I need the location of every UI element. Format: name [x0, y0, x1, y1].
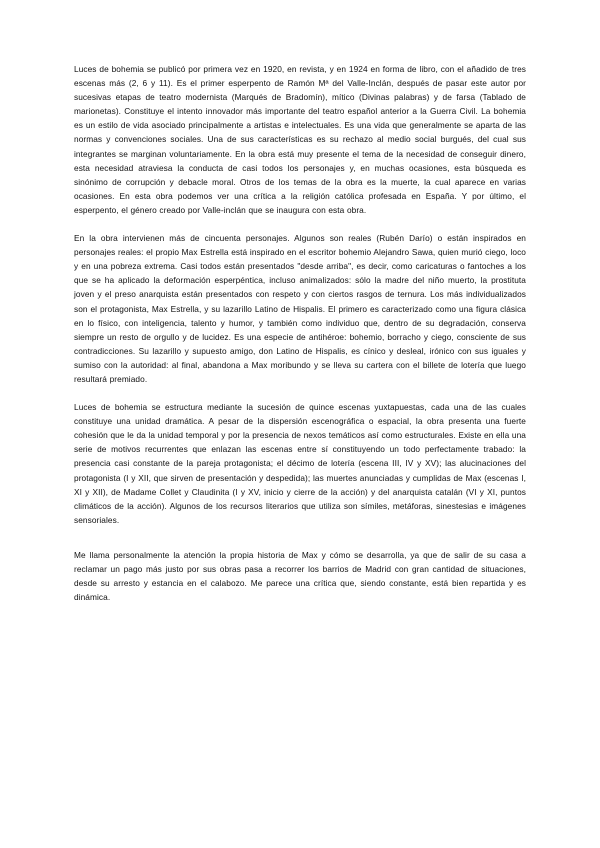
paragraph-4: Me llama personalmente la atención la propia historia de Max y cómo se desarrolla, ya que de salir de su casa a reclamar un pago más justo por sus obras pasa a recorrer los barrios de Madrid con gran cantidad de situaciones, desde su arresto y estancia en el calabozo. Me parece una crítica que, siendo constante, está bien repartida y es dinámica.	[74, 549, 526, 603]
document-body	[74, 62, 526, 604]
paragraph-2: En la obra intervienen más de cincuenta personajes. Algunos son reales (Rubén Darío) o están inspirados en personajes reales: el propio Max Estrella está inspirado en el escritor bohemio Alejandro Sawa, quien murió ciego, loco y en una pobreza extrema. Casi todos están presentados "desde arriba", es decir, como caricaturas o fantoches a los que se ha aplicado la deformación esperpéntica, incluso animalizados: sólo la madre del niño muerto, la prostituta joven y el preso anarquista están presentados con respeto y con ciertos rasgos de ternura. Los más individualizados son el protagonista, Max Estrella, y su lazarillo Latino de Hispalis. El primero es caracterizado como una figura clásica en lo físico, con inteligencia, talento y humor, y también como individuo que, dentro de su degradación, conserva siempre un resto de orgullo y de lucidez. Es una especie de antihéroe: bohemio, borracho y ciego, consciente de sus contradicciones. Su lazarillo y supuesto amigo, don Latino de Hispalis, es cínico y desleal, irónico con sus iguales y sumiso con la autoridad: al final, abandona a Max moribundo y se lleva su cartera con el billete de lotería que luego resultará premiado.	[74, 233, 526, 384]
paragraph-1: Luces de bohemia se publicó por primera vez en 1920, en revista, y en 1924 en forma de libro, con el añadido de tres escenas más (2, 6 y 11). Es el primer esperpento de Ramón Mª del Valle-Inclán, después de pasar este autor por sucesivas etapas de teatro modernista (Marqués de Bradomín), mítico (Divinas palabras) y de farsa (Tablado de marionetas). Constituye el intento innovador más importante del teatro español anterior a la Guerra Civil. La bohemia es un estilo de vida asociado principalmente a artistas e intelectuales. Es una vida que generalmente se aparta de las normas y convenciones sociales. Una de sus características es su rechazo al medio social burgués, del cual sus integrantes se marginan voluntariamente. En la obra está muy presente el tema de la necesidad de conseguir dinero, esta necesidad atraviesa la conducta de casi todos los personajes y, en muchas ocasiones, esta búsqueda es sinónimo de corrupción y debacle moral. Otros de los temas de la obra es la muerte, la cual aparece en varias ocasiones. En esta obra podemos ver una crítica a la religión católica profesada en España. Y por último, el esperpento, el género creado por Valle-inclán que se inaugura con esta obra.	[74, 64, 526, 215]
paragraph-3: Luces de bohemia se estructura mediante la sucesión de quince escenas yuxtapuestas, cada una de las cuales constituye una unidad dramática. A pesar de la dispersión escenográfica o espacial, la obra presenta una fuerte cohesión que le da la unidad temporal y por la presencia de nexos temáticos así como estructurales. Existe en ella una serie de motivos recurrentes que enlazan las escenas entre sí constituyendo un todo perfectamente trabado: la presencia casi constante de la pareja protagonista; el décimo de lotería (escena III, IV y XV); las alucinaciones del protagonista (I y XII, que sirven de presentación y despedida); las muertes anunciadas y cumplidas de Max (escenas I, XI y XII), de Madame Collet y Claudinita (I y XV, inicio y cierre de la acción) y del anarquista catalán (VI y XI, puntos climáticos de la acción). Algunos de los recursos literarios que utiliza son símiles, metáforas, sinestesias e imágenes sensoriales.	[74, 402, 526, 525]
paragraph-spacer	[74, 541, 526, 548]
